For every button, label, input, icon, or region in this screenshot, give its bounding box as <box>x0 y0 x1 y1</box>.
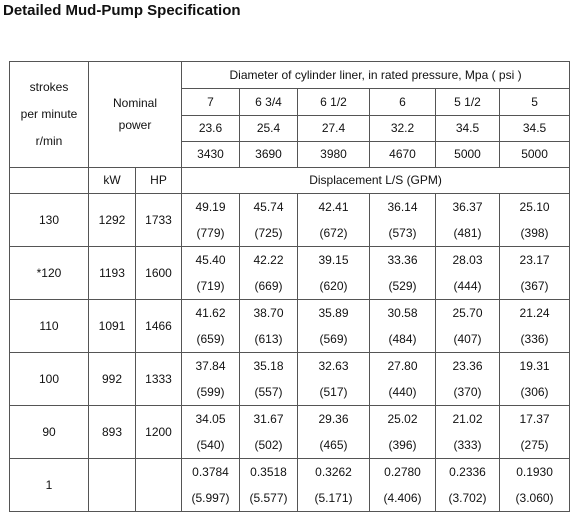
pressure-mpa: 23.6 <box>182 116 240 142</box>
displacement-ls: 23.17 <box>519 253 550 267</box>
displacement-ls: 42.41 <box>318 200 349 214</box>
displacement-cell <box>240 194 298 247</box>
displacement-cell <box>500 300 570 353</box>
displacement-ls: 32.63 <box>318 359 349 373</box>
displacement-cell <box>240 406 298 459</box>
pressure-psi: 3430 <box>182 142 240 168</box>
displacement-cell <box>240 459 298 512</box>
displacement-gpm: (407) <box>453 332 482 346</box>
displacement-cell <box>298 247 370 300</box>
displacement-cell <box>182 300 240 353</box>
displacement-gpm: (620) <box>319 279 348 293</box>
table-row <box>10 194 570 247</box>
displacement-gpm: (540) <box>196 438 225 452</box>
pressure-mpa: 32.2 <box>370 116 436 142</box>
displacement-cell <box>436 353 500 406</box>
displacement-ls: 0.3262 <box>315 465 352 479</box>
kw-value <box>89 459 136 512</box>
table-row <box>10 353 570 406</box>
nominal-power-header <box>89 62 182 168</box>
strokes-value: 90 <box>10 406 89 459</box>
strokes-header-blank <box>10 168 89 194</box>
displacement-ls: 33.36 <box>387 253 418 267</box>
displacement-cell <box>182 353 240 406</box>
pressure-mpa: 25.4 <box>240 116 298 142</box>
displacement-gpm: (5.997) <box>191 491 230 505</box>
displacement-gpm: (502) <box>254 438 283 452</box>
strokes-value: 130 <box>10 194 89 247</box>
displacement-gpm: (5.171) <box>314 491 353 505</box>
kw-header: kW <box>89 168 136 194</box>
strokes-header-line: r/min <box>35 134 63 148</box>
hp-value: 1333 <box>136 353 182 406</box>
displacement-cell <box>500 406 570 459</box>
displacement-header: Displacement L/S (GPM) <box>182 168 570 194</box>
displacement-cell <box>298 459 370 512</box>
displacement-ls: 31.67 <box>253 412 284 426</box>
displacement-cell <box>500 247 570 300</box>
strokes-header-line: strokes <box>29 80 69 94</box>
displacement-ls: 36.37 <box>452 200 483 214</box>
table-row <box>10 406 570 459</box>
displacement-cell <box>436 459 500 512</box>
table-row <box>10 247 570 300</box>
displacement-cell <box>436 247 500 300</box>
displacement-gpm: (3.702) <box>448 491 487 505</box>
pressure-psi: 3980 <box>298 142 370 168</box>
strokes-value: 100 <box>10 353 89 406</box>
displacement-ls: 42.22 <box>253 253 284 267</box>
displacement-gpm: (398) <box>520 226 549 240</box>
displacement-cell <box>240 247 298 300</box>
liner-size: 7 <box>182 89 240 116</box>
displacement-ls: 38.70 <box>253 306 284 320</box>
displacement-cell <box>370 406 436 459</box>
hp-value: 1466 <box>136 300 182 353</box>
hp-header: HP <box>136 168 182 194</box>
strokes-header <box>10 62 89 168</box>
displacement-gpm: (613) <box>254 332 283 346</box>
displacement-cell <box>370 194 436 247</box>
displacement-ls: 0.2780 <box>384 465 421 479</box>
displacement-ls: 25.02 <box>387 412 418 426</box>
displacement-gpm: (3.060) <box>515 491 554 505</box>
table-row <box>10 300 570 353</box>
displacement-ls: 0.3518 <box>250 465 287 479</box>
hp-value <box>136 459 182 512</box>
liner-size: 6 <box>370 89 436 116</box>
pressure-psi: 3690 <box>240 142 298 168</box>
displacement-ls: 35.89 <box>318 306 349 320</box>
displacement-cell <box>500 459 570 512</box>
strokes-header-line: per minute <box>20 107 78 121</box>
displacement-gpm: (517) <box>319 385 348 399</box>
displacement-cell <box>370 247 436 300</box>
strokes-value: *120 <box>10 247 89 300</box>
displacement-ls: 21.02 <box>452 412 483 426</box>
displacement-gpm: (779) <box>196 226 225 240</box>
displacement-cell <box>298 406 370 459</box>
displacement-cell <box>240 300 298 353</box>
nominal-power-line: power <box>118 118 152 132</box>
displacement-gpm: (669) <box>254 279 283 293</box>
displacement-ls: 39.15 <box>318 253 349 267</box>
displacement-ls: 25.10 <box>519 200 550 214</box>
displacement-ls: 0.2336 <box>449 465 486 479</box>
displacement-cell <box>298 300 370 353</box>
displacement-gpm: (719) <box>196 279 225 293</box>
displacement-gpm: (275) <box>520 438 549 452</box>
hp-value: 1733 <box>136 194 182 247</box>
displacement-cell <box>298 194 370 247</box>
displacement-ls: 35.18 <box>253 359 284 373</box>
kw-value: 992 <box>89 353 136 406</box>
hp-value: 1600 <box>136 247 182 300</box>
displacement-cell <box>182 247 240 300</box>
mud-pump-spec-table <box>9 61 570 512</box>
diameter-header: Diameter of cylinder liner, in rated pressure, Mpa ( psi ) <box>182 62 570 89</box>
displacement-cell <box>370 300 436 353</box>
liner-size: 6 3/4 <box>240 89 298 116</box>
kw-value: 1091 <box>89 300 136 353</box>
displacement-gpm: (659) <box>196 332 225 346</box>
displacement-gpm: (529) <box>388 279 417 293</box>
displacement-gpm: (367) <box>520 279 549 293</box>
page-title: Detailed Mud-Pump Specification <box>3 2 241 19</box>
kw-value: 893 <box>89 406 136 459</box>
displacement-ls: 0.3784 <box>192 465 229 479</box>
displacement-gpm: (370) <box>453 385 482 399</box>
displacement-cell <box>436 194 500 247</box>
displacement-gpm: (333) <box>453 438 482 452</box>
nominal-power-line: Nominal <box>113 96 158 110</box>
liner-size: 5 <box>500 89 570 116</box>
displacement-ls: 29.36 <box>318 412 349 426</box>
strokes-value: 110 <box>10 300 89 353</box>
pressure-mpa: 27.4 <box>298 116 370 142</box>
displacement-cell <box>182 406 240 459</box>
displacement-gpm: (336) <box>520 332 549 346</box>
pressure-mpa: 34.5 <box>500 116 570 142</box>
displacement-gpm: (725) <box>254 226 283 240</box>
displacement-gpm: (440) <box>388 385 417 399</box>
table-row <box>10 459 570 512</box>
displacement-cell <box>182 194 240 247</box>
displacement-cell <box>436 300 500 353</box>
displacement-ls: 45.40 <box>195 253 226 267</box>
displacement-ls: 30.58 <box>387 306 418 320</box>
liner-size: 5 1/2 <box>436 89 500 116</box>
displacement-gpm: (557) <box>254 385 283 399</box>
displacement-gpm: (599) <box>196 385 225 399</box>
kw-value: 1193 <box>89 247 136 300</box>
displacement-gpm: (573) <box>388 226 417 240</box>
displacement-gpm: (481) <box>453 226 482 240</box>
displacement-ls: 0.1930 <box>516 465 553 479</box>
strokes-value: 1 <box>10 459 89 512</box>
displacement-cell <box>500 353 570 406</box>
displacement-ls: 17.37 <box>519 412 550 426</box>
displacement-gpm: (306) <box>520 385 549 399</box>
displacement-gpm: (484) <box>388 332 417 346</box>
displacement-ls: 37.84 <box>195 359 226 373</box>
displacement-cell <box>182 459 240 512</box>
displacement-ls: 19.31 <box>519 359 550 373</box>
pressure-psi: 4670 <box>370 142 436 168</box>
liner-size: 6 1/2 <box>298 89 370 116</box>
displacement-cell <box>298 353 370 406</box>
displacement-ls: 28.03 <box>452 253 483 267</box>
displacement-ls: 34.05 <box>195 412 226 426</box>
displacement-cell <box>436 406 500 459</box>
displacement-gpm: (672) <box>319 226 348 240</box>
displacement-ls: 27.80 <box>387 359 418 373</box>
displacement-gpm: (4.406) <box>383 491 422 505</box>
displacement-ls: 45.74 <box>253 200 284 214</box>
displacement-gpm: (444) <box>453 279 482 293</box>
displacement-gpm: (465) <box>319 438 348 452</box>
pressure-mpa: 34.5 <box>436 116 500 142</box>
pressure-psi: 5000 <box>500 142 570 168</box>
displacement-ls: 49.19 <box>195 200 226 214</box>
displacement-ls: 21.24 <box>519 306 550 320</box>
displacement-ls: 25.70 <box>452 306 483 320</box>
displacement-cell <box>370 459 436 512</box>
displacement-cell <box>240 353 298 406</box>
displacement-ls: 36.14 <box>387 200 418 214</box>
displacement-gpm: (569) <box>319 332 348 346</box>
displacement-cell <box>370 353 436 406</box>
displacement-cell <box>500 194 570 247</box>
pressure-psi: 5000 <box>436 142 500 168</box>
displacement-gpm: (396) <box>388 438 417 452</box>
kw-value: 1292 <box>89 194 136 247</box>
displacement-ls: 41.62 <box>195 306 226 320</box>
hp-value: 1200 <box>136 406 182 459</box>
displacement-gpm: (5.577) <box>249 491 288 505</box>
displacement-ls: 23.36 <box>452 359 483 373</box>
